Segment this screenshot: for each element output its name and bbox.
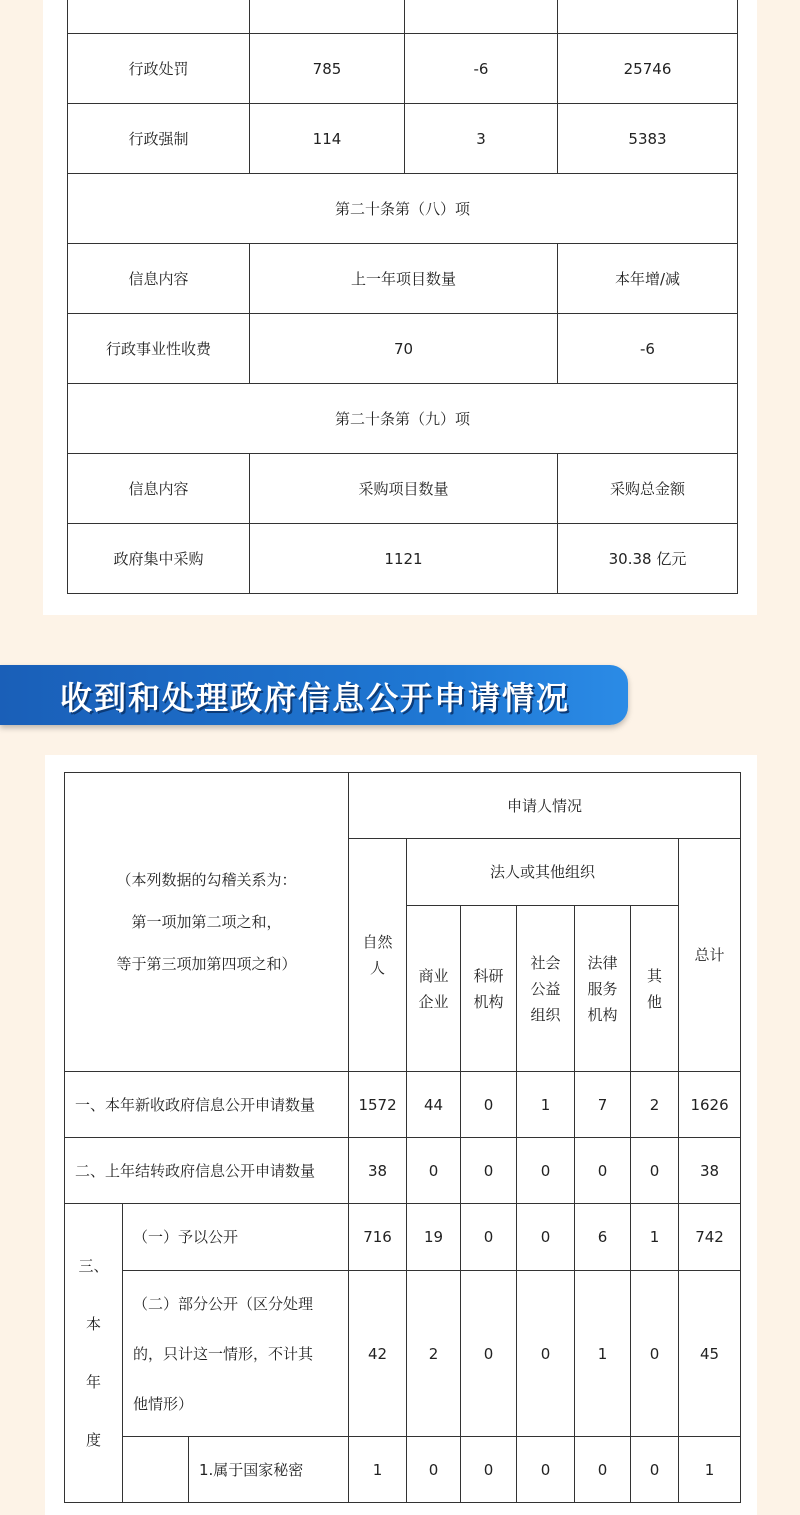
description-line: （本列数据的勾稽关系为： xyxy=(116,871,297,889)
header-line: 服务 xyxy=(587,979,618,998)
side-char: 度 xyxy=(85,1431,101,1449)
cell: 0 xyxy=(517,1271,575,1437)
cell: 6 xyxy=(575,1204,631,1271)
cell: 742 xyxy=(679,1204,741,1271)
table-header-row xyxy=(65,773,741,839)
row-label: 一、本年新收政府信息公开申请数量 xyxy=(65,1072,349,1138)
column-header: 采购总金额 xyxy=(558,454,738,524)
section-title-row xyxy=(68,384,738,454)
subcol-business xyxy=(407,906,461,1072)
section-title-row xyxy=(68,174,738,244)
row-label xyxy=(123,1271,349,1437)
legal-org-header: 法人或其他组织 xyxy=(407,839,679,906)
header-line: 他 xyxy=(647,992,663,1011)
cell: 716 xyxy=(349,1204,407,1271)
current-year-side-label xyxy=(65,1204,123,1503)
cell: 0 xyxy=(575,1437,631,1503)
cell: 1 xyxy=(631,1204,679,1271)
top-table-card xyxy=(43,0,757,615)
section-banner xyxy=(0,665,628,725)
cell: 19 xyxy=(407,1204,461,1271)
cell: 5383 xyxy=(558,104,738,174)
table-row xyxy=(65,1138,741,1204)
row-label: 行政事业性收费 xyxy=(68,314,250,384)
table-row xyxy=(65,1072,741,1138)
cell: 1626 xyxy=(679,1072,741,1138)
subcol-public-welfare xyxy=(517,906,575,1072)
cell: 30.38 亿元 xyxy=(558,524,738,594)
cell xyxy=(68,0,250,34)
cell: 38 xyxy=(679,1138,741,1204)
table-header-row xyxy=(68,244,738,314)
section-title: 第二十条第（八）项 xyxy=(68,174,738,244)
header-line: 机构 xyxy=(473,992,504,1011)
table-row xyxy=(65,1437,741,1503)
cell: 0 xyxy=(517,1138,575,1204)
header-line: 自然 xyxy=(362,933,393,951)
cell: 1572 xyxy=(349,1072,407,1138)
column-header: 采购项目数量 xyxy=(250,454,558,524)
cell: 0 xyxy=(461,1204,517,1271)
cell: 38 xyxy=(349,1138,407,1204)
table-header-row xyxy=(68,454,738,524)
cell: 1 xyxy=(517,1072,575,1138)
subcol-other xyxy=(631,906,679,1072)
header-line: 机构 xyxy=(587,1005,618,1024)
column-header: 信息内容 xyxy=(68,454,250,524)
column-header: 信息内容 xyxy=(68,244,250,314)
column-header: 本年增/减 xyxy=(558,244,738,314)
total-header: 总计 xyxy=(679,839,741,1072)
section-title: 第二十条第（九）项 xyxy=(68,384,738,454)
cell: 1121 xyxy=(250,524,558,594)
header-line: 企业 xyxy=(418,992,449,1011)
row-label: （一）予以公开 xyxy=(123,1204,349,1271)
cell: 2 xyxy=(631,1072,679,1138)
cell: 0 xyxy=(631,1138,679,1204)
cell: 1 xyxy=(679,1437,741,1503)
header-line: 科研 xyxy=(473,966,504,985)
disclosure-table xyxy=(67,0,738,594)
cell: 0 xyxy=(517,1204,575,1271)
cell: 7 xyxy=(575,1072,631,1138)
label-line: 的，只计这一情形，不计其 xyxy=(133,1344,314,1363)
cell: 0 xyxy=(631,1437,679,1503)
label-line: （二）部分公开（区分处理 xyxy=(133,1294,314,1313)
cell xyxy=(558,0,738,34)
cell: 0 xyxy=(461,1072,517,1138)
table-row xyxy=(68,34,738,104)
banner-title: 收到和处理政府信息公开申请情况 xyxy=(60,679,571,717)
cell: -6 xyxy=(405,34,558,104)
natural-person-header xyxy=(349,839,407,1072)
label-line: 他情形） xyxy=(133,1394,194,1413)
side-char: 年 xyxy=(85,1373,101,1391)
header-line: 商业 xyxy=(418,966,449,985)
description-line: 第一项加第二项之和， xyxy=(131,913,282,931)
cell xyxy=(405,0,558,34)
table-row xyxy=(68,104,738,174)
header-line: 法律 xyxy=(587,953,618,972)
cell: 1 xyxy=(575,1271,631,1437)
application-table-card xyxy=(45,755,757,1515)
cell: -6 xyxy=(558,314,738,384)
cell: 3 xyxy=(405,104,558,174)
side-char: 本 xyxy=(85,1315,101,1333)
description-line: 等于第三项加第四项之和） xyxy=(116,955,297,973)
row-label: 行政强制 xyxy=(68,104,250,174)
table-row xyxy=(68,0,738,34)
cell: 0 xyxy=(575,1138,631,1204)
subcol-research xyxy=(461,906,517,1072)
row-label: 政府集中采购 xyxy=(68,524,250,594)
cell: 42 xyxy=(349,1271,407,1437)
table-row xyxy=(68,314,738,384)
cell: 2 xyxy=(407,1271,461,1437)
cell: 0 xyxy=(461,1437,517,1503)
cell: 25746 xyxy=(558,34,738,104)
table-row xyxy=(68,524,738,594)
cell: 45 xyxy=(679,1271,741,1437)
cell: 0 xyxy=(407,1437,461,1503)
header-line: 其 xyxy=(647,966,663,985)
cell: 114 xyxy=(250,104,405,174)
cell: 0 xyxy=(517,1437,575,1503)
applicant-header: 申请人情况 xyxy=(349,773,741,839)
table-row xyxy=(65,1204,741,1271)
cell xyxy=(123,1437,189,1503)
cell: 70 xyxy=(250,314,558,384)
row-label: 二、上年结转政府信息公开申请数量 xyxy=(65,1138,349,1204)
subcol-legal-service xyxy=(575,906,631,1072)
application-table xyxy=(64,772,741,1503)
header-line: 人 xyxy=(370,959,386,977)
cell: 1 xyxy=(349,1437,407,1503)
column-header: 上一年项目数量 xyxy=(250,244,558,314)
side-char: 三、 xyxy=(78,1257,109,1275)
cell: 0 xyxy=(407,1138,461,1204)
header-line: 社会 xyxy=(530,953,561,972)
cell: 44 xyxy=(407,1072,461,1138)
header-line: 组织 xyxy=(530,1005,561,1024)
relation-description xyxy=(65,773,349,1072)
cell: 0 xyxy=(461,1271,517,1437)
header-line: 公益 xyxy=(530,979,561,998)
row-label: 1.属于国家秘密 xyxy=(189,1437,349,1503)
cell: 785 xyxy=(250,34,405,104)
cell: 0 xyxy=(461,1138,517,1204)
table-row xyxy=(65,1271,741,1437)
cell: 0 xyxy=(631,1271,679,1437)
cell xyxy=(250,0,405,34)
row-label: 行政处罚 xyxy=(68,34,250,104)
